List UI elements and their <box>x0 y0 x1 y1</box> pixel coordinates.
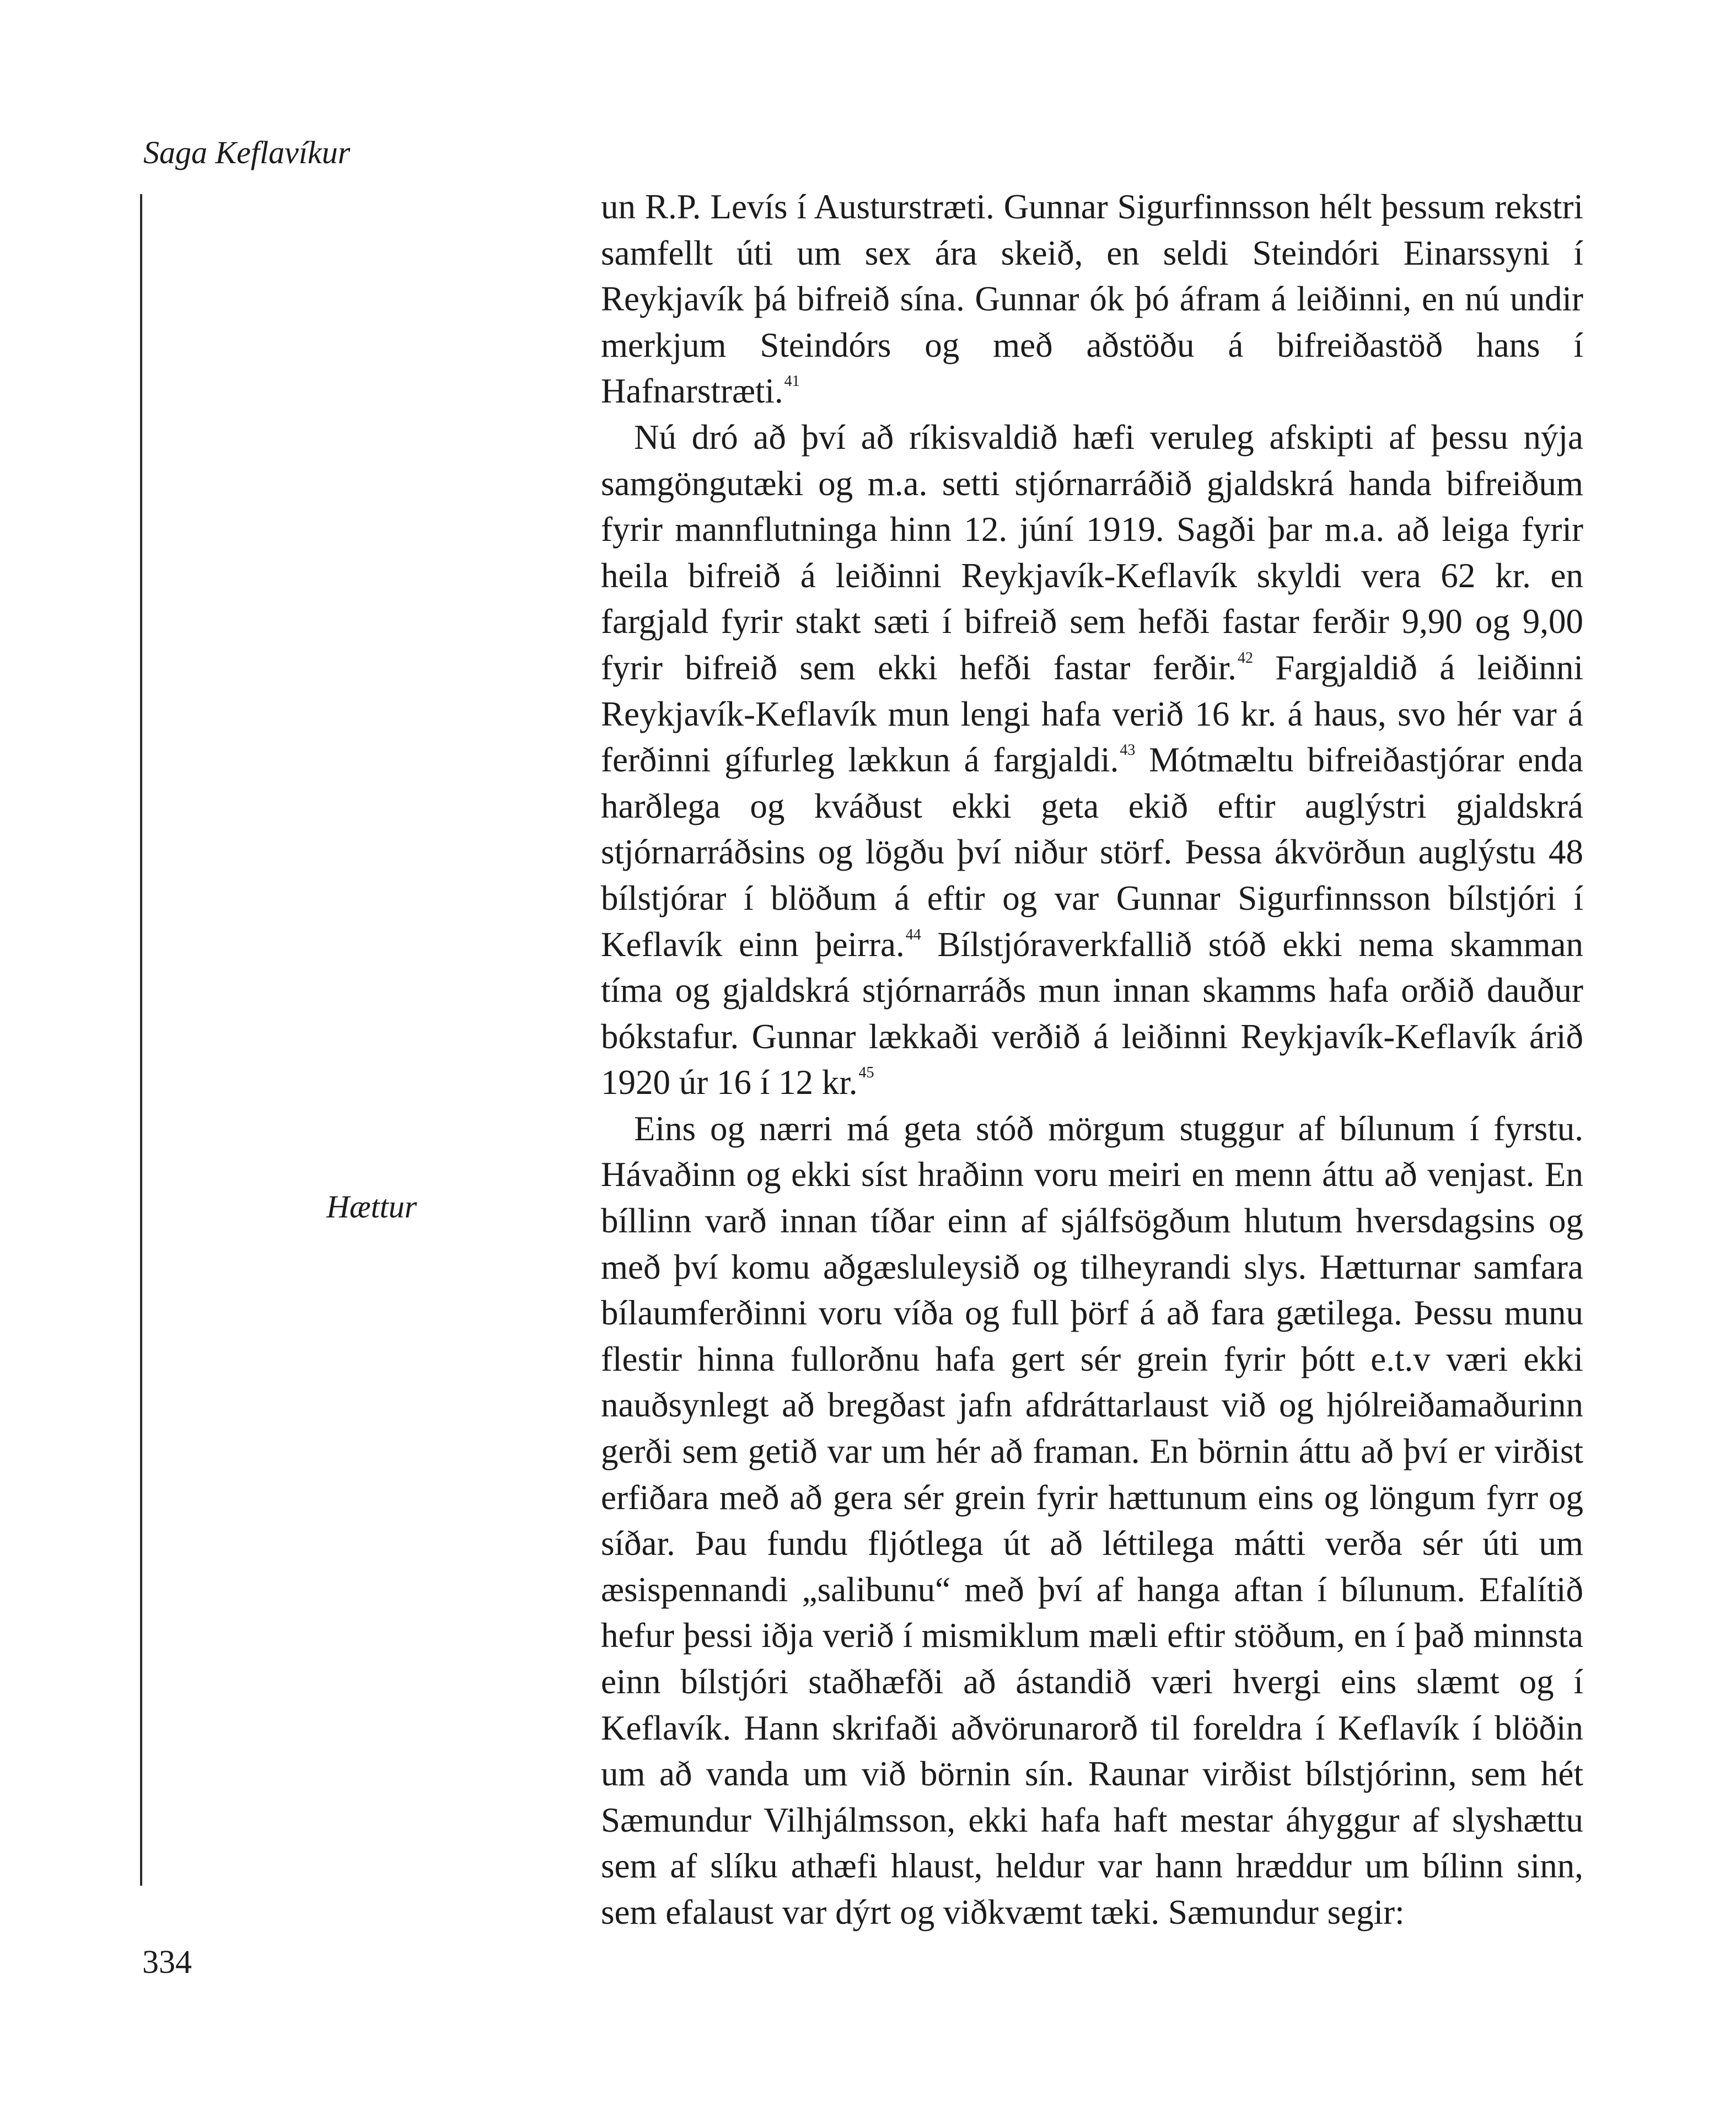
footnote-marker: 45 <box>858 1064 874 1082</box>
body-text <box>601 184 1583 1936</box>
paragraph-text: Eins og nærri má geta stóð mörgum stuggur af bílunum í fyrstu. Hávaðinn og ekki síst hraðinn voru meiri en menn áttu að venjast. En bíllinn varð innan tíðar einn af sjálfsögðum hlutum hversdagsins og með því komu aðgæsluleysið og tilheyrandi slys. Hætturnar samfara bílaumferðinni voru víða og full þörf á að fara gætilega. Þessu munu flestir hinna fullorðnu hafa gert sér grein fyrir þótt e.t.v væri ekki nauðsynlegt að bregðast jafn afdráttarlaust við og hjólreiðamaðurinn gerði sem getið var um hér að framan. En börnin áttu að því er virðist erfiðara með að gera sér grein fyrir hættunum eins og löngum fyrr og síðar. Þau fundu fljótlega út að léttilega mátti verða sér úti um æsispennandi „salibunu“ með því af hanga aftan í bílunum. Efalítið hefur þessi iðja verið í mismiklum mæli eftir stöðum, en í það minnsta einn bílstjóri staðhæfði að ástandið væri hvergi eins slæmt og í Keflavík. Hann skrifaði aðvörunarorð til foreldra í Keflavík í blöðin um að vanda um við börnin sín. Raunar virðist bílstjórinn, sem hét Sæmundur Vilhjálmsson, ekki hafa haft mestar áhyggur af slyshættu sem af slíku athæfi hlaust, heldur var hann hræddur um bílinn sinn, sem efalaust var dýrt og viðkvæmt tæki. Sæmundur segir: <box>601 1109 1583 1931</box>
running-head: Saga Keflavíkur <box>143 135 351 170</box>
paragraph-text: Nú dró að því að ríkisvaldið hæfi veruleg afskipti af þessu nýja samgöngutæki og m.a. setti stjórnarráðið gjaldskrá handa bifreiðum fyrir mannflutninga hinn 12. júní 1919. Sagði þar m.a. að leiga fyrir heila bifreið á leiðinni Reykjavík-Keflavík skyldi vera 62 kr. en fargjald fyrir stakt sæti í bifreið sem hefði fastar ferðir 9,90 og 9,00 fyrir bifreið sem ekki hefði fastar ferðir. <box>601 417 1583 687</box>
page-number: 334 <box>142 1944 192 1980</box>
paragraph-text: Bílstjóraverkfallið stóð ekki nema skamman tíma og gjaldskrá stjórnarráðs mun innan skamms hafa orðið dauður bókstafur. Gunnar lækkaði verðið á leiðinni Reykjavík-Keflavík árið 1920 úr 16 í 12 kr. <box>601 925 1583 1102</box>
footnote-marker: 42 <box>1237 649 1253 667</box>
paragraph-text: un R.P. Levís í Austurstræti. Gunnar Sigurfinnsson hélt þessum rekstri samfellt úti um sex ára skeið, en seldi Steindóri Einarssyni í Reykjavík þá bifreið sína. Gunnar ók þó áfram á leiðinni, en nú undir merkjum Steindórs og með aðstöðu á bifreiðastöð hans í Hafnarstræti. <box>601 187 1583 411</box>
margin-note: Hættur <box>326 1189 417 1225</box>
paragraph-text: Fargjaldið á leiðinni Reykjavík-Keflavík mun lengi hafa verið 16 kr. á haus, svo hér var á ferðinni gífurleg lækkun á fargjaldi. <box>601 648 1583 780</box>
paragraph <box>601 415 1583 1106</box>
paragraph <box>601 1106 1583 1936</box>
footnote-marker: 43 <box>1120 742 1136 759</box>
footnote-marker: 41 <box>784 373 800 390</box>
paragraph-text: Mótmæltu bifreiðastjórar enda harðlega og kváðust ekki geta ekið eftir auglýstri gjaldskrá stjórnarráðsins og lögðu því niður störf. Þessa ákvörðun auglýstu 48 bílstjórar í blöðum á eftir og var Gunnar Sigurfinnsson bílstjóri í Keflavík einn þeirra. <box>601 740 1584 964</box>
paragraph <box>601 184 1583 415</box>
footnote-marker: 44 <box>905 926 921 943</box>
margin-rule <box>140 194 142 1886</box>
